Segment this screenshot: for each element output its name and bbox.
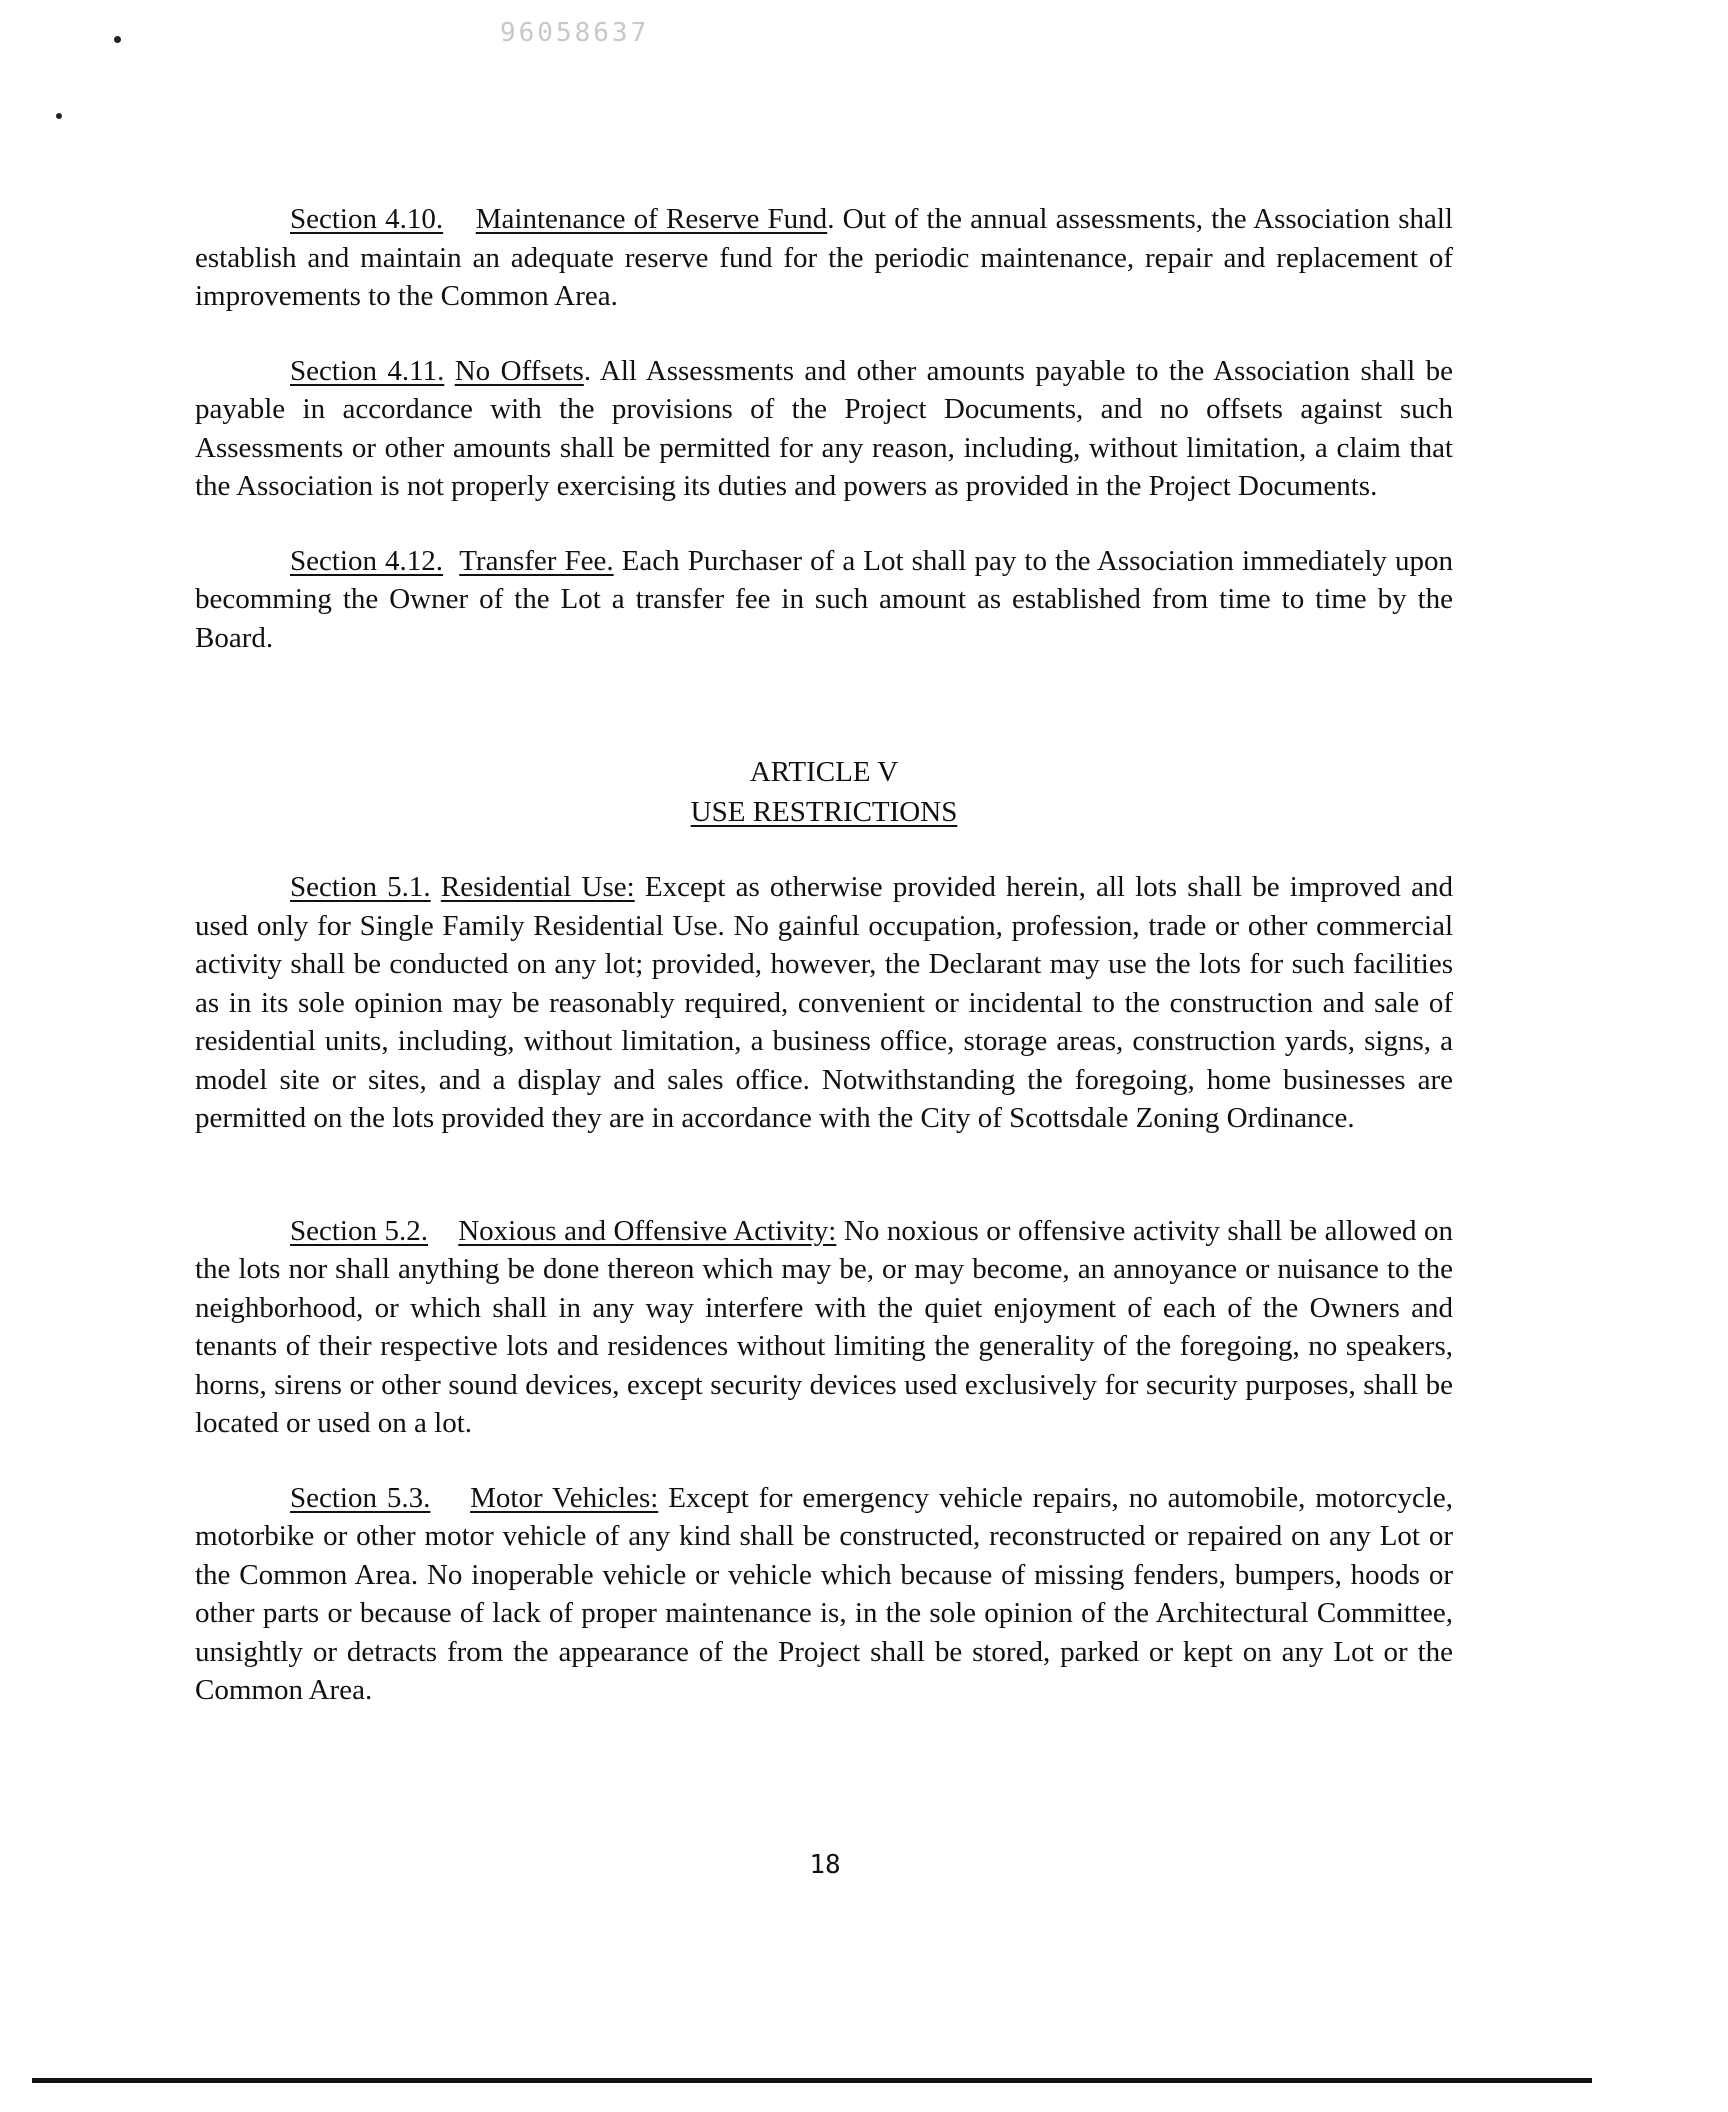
document-body xyxy=(195,200,1453,1710)
section-body: Except as otherwise provided herein, all lots shall be improved and used only for Single Family Residential Use. No gainful occupation, profession, trade or other commercial activity shall be conducted on any lot; provided, however, the Declarant may use the lots for such facilities as in its sole opinion may be reasonably required, convenient or incidental to the construction and sale of residential units, including, without limitation, a business office, storage areas, construction yards, signs, a model site or sites, and a display and sales office. Notwithstanding the foregoing, home businesses are permitted on the lots provided they are in accordance with the City of Scottsdale Zoning Ordinance. xyxy=(195,871,1453,1134)
section-title: Noxious and Offensive Activity: xyxy=(458,1214,837,1247)
section-title: Transfer Fee. xyxy=(459,544,614,577)
recording-stamp: 96058637 xyxy=(500,18,650,48)
section-title: No Offsets xyxy=(454,354,584,387)
scan-speck-mark xyxy=(114,36,121,43)
section-4-10 xyxy=(195,200,1453,316)
section-4-11 xyxy=(195,352,1453,506)
section-5-3 xyxy=(195,1479,1453,1710)
section-body: . All Assessments and other amounts payable to the Association shall be payable in accordance with the provisions of the Project Documents, and no offsets against such Assessments or other amounts shall be permitted for any reason, including, without limitation, a claim that the Association is not properly exercising its duties and powers as provided in the Project Documents. xyxy=(195,354,1453,502)
section-heading: Section 5.2. xyxy=(290,1214,429,1247)
section-5-1 xyxy=(195,868,1453,1138)
section-heading: Section 4.12. xyxy=(290,544,444,577)
footer-rule xyxy=(32,2078,1592,2083)
section-title: Motor Vehicles: xyxy=(470,1481,659,1514)
article-number: ARTICLE V xyxy=(749,756,899,788)
section-body: No noxious or offensive activity shall be allowed on the lots nor shall anything be done thereon which may be, or may become, an annoyance or nuisance to the neighborhood, or which shall in any way interfere with the quiet enjoyment of each of the Owners and tenants of their respective lots and residences without limiting the generality of the foregoing, no speakers, horns, sirens or other sound devices, except security devices used exclusively for security purposes, shall be located or used on a lot. xyxy=(195,1214,1454,1439)
section-heading: Section 5.3. xyxy=(290,1481,431,1514)
article-title xyxy=(195,792,1453,832)
section-5-2 xyxy=(195,1212,1453,1443)
article-title-text: USE RESTRICTIONS xyxy=(690,796,958,828)
scan-speck-mark xyxy=(56,113,62,119)
section-body: Except for emergency vehicle repairs, no automobile, motorcycle, motorbike or other motor vehicle of any kind shall be constructed, reconstructed or repaired on any Lot or the Common Area. No inoperable vehicle or vehicle which because of missing fenders, bumpers, hoods or other parts or because of lack of proper maintenance is, in the sole opinion of the Architectural Committee, unsightly or detracts from the appearance of the Project shall be stored, parked or kept on any Lot or the Common Area. xyxy=(195,1481,1453,1706)
section-heading: Section 4.10. xyxy=(290,203,444,235)
section-4-12 xyxy=(195,542,1453,658)
section-heading: Section 4.11. xyxy=(290,354,445,387)
section-title: Maintenance of Reserve Fund xyxy=(475,203,828,235)
page-number: 18 xyxy=(809,1850,841,1880)
section-heading: Section 5.1. xyxy=(290,871,431,903)
section-title: Residential Use: xyxy=(440,871,635,903)
section-body: Each Purchaser of a Lot shall pay to the Association immediately upon becomming the Owner of the Lot a transfer fee in such amount as established from time to time by the Board. xyxy=(195,544,1453,654)
section-body: . Out of the annual assessments, the Association shall establish and maintain an adequate reserve fund for the periodic maintenance, repair and replacement of improvements to the Common Area. xyxy=(195,203,1453,312)
